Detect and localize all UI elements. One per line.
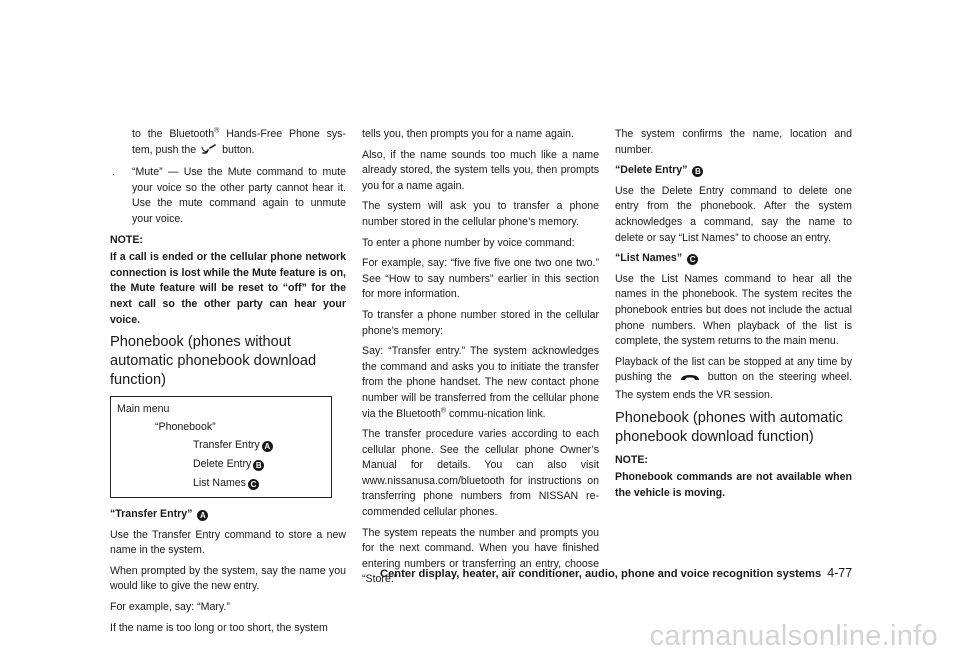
badge-a: A [262, 441, 273, 452]
col2-p3: The system will ask you to transfer a phone number stored in the cellular phone’s memory. [362, 200, 599, 228]
menu-item-list [193, 476, 325, 492]
page-number: 4-77 [827, 566, 853, 580]
col2-p2: Also, if the name sounds too much like a name already stored, the system tells you, then prompts you for a name again. [362, 148, 599, 192]
phone-talk-icon [201, 144, 217, 161]
transfer-entry-title: “Transfer Entry” [110, 508, 193, 521]
section-title-without-download: Phonebook (phones without automatic phonebook download function) [110, 334, 317, 389]
column-right [615, 127, 852, 506]
column-left [110, 127, 346, 641]
note-text: If a call is ended or the cellular phone network connection is lost while the Mute feature is on, the Mute feature will be reset to “off” for the next call so the other party can hear your voice. [110, 251, 346, 326]
col2-p4: To enter a phone number by voice command: [362, 236, 575, 249]
delete-entry-heading [615, 163, 852, 179]
intro-text-c: button. [222, 143, 255, 156]
intro-text-a: to the Bluetooth [132, 128, 215, 140]
mute-text: “Mute” — Use the Mute command to mute your voice so the other party cannot hear it. Use the mute command again to unmute your voice. [132, 166, 346, 225]
badge-c: C [687, 254, 698, 265]
section-title-with-download: Phonebook (phones with automatic phonebook download function) [615, 409, 843, 445]
col2-p1: tells you, then prompts you for a name again. [362, 128, 574, 140]
col2-p8: The transfer procedure varies according to each cellular phone. See the cellular phone Owner’s Manual for details. You can also visit www.nissanusa.com/bluetooth for instructions on transferring phone numbers from NISSAN re-commended cellular phones. [362, 428, 599, 519]
col3-p2: Use the Delete Entry command to delete one entry from the phonebook. After the system acknowledges a command, say the name to delete or say “List Names” to choose an entry. [615, 184, 852, 244]
badge-b: B [692, 166, 703, 177]
intro-text-b: Hands-Free Phone sys-tem, push the [132, 128, 346, 156]
registered-mark: ® [440, 406, 447, 414]
delete-entry-title: “Delete Entry” [615, 164, 688, 177]
transfer-p3: For example, say: “Mary.” [110, 601, 230, 614]
col2-p7 [362, 344, 599, 422]
transfer-entry-heading [110, 507, 346, 523]
list-names-title: “List Names” [615, 252, 683, 265]
menu-item-label: Transfer Entry [193, 439, 260, 452]
intro-paragraph [110, 127, 346, 160]
col3-p1: The system confirms the name, location and number. [615, 128, 852, 156]
note-label: NOTE: [110, 233, 143, 246]
menu-item-label: List Names [193, 476, 246, 489]
col2-p9: The system repeats the number and prompts you for the next command. When you have finished entering numbers or transferring an entry, choose “Store.” [362, 526, 599, 586]
page-footer [380, 566, 860, 580]
column-middle [362, 127, 599, 593]
footer-title: Center display, heater, air conditioner, audio, phone and voice recognition systems [380, 568, 822, 580]
transfer-p4: If the name is too long or too short, the system [110, 621, 328, 634]
col2-p7-b: commu-nication link. [446, 407, 546, 420]
badge-b: B [253, 460, 264, 471]
mute-bullet [110, 165, 346, 227]
badge-c: C [248, 479, 259, 490]
col3-p4-a: Playback of the list can be stopped at any time by pushing the [615, 355, 852, 384]
note-text: Phonebook commands are not available when the vehicle is moving. [615, 471, 852, 499]
col3-p4 [615, 355, 852, 404]
menu-phonebook: “Phonebook” [155, 420, 216, 433]
menu-item-delete [193, 457, 325, 473]
transfer-p1: Use the Transfer Entry command to store a new name in the system. [110, 528, 346, 557]
menu-main: Main menu [117, 403, 170, 416]
transfer-p2: When prompted by the system, say the name you would like to give the new entry. [110, 564, 346, 593]
col2-p7-a: Say: “Transfer entry.” The system acknowledges the command and asks you to initiate the transfer from the phone handset. The new contact phone number will be transferred from the cellular phone via the Bluetooth [362, 345, 599, 420]
note-label: NOTE: [615, 453, 648, 466]
col3-p4-b: button on the steering wheel. The system ends the VR session. [615, 371, 852, 401]
menu-item-label: Delete Entry [193, 457, 252, 470]
bullet-dot: . [112, 166, 115, 179]
col2-p5: For example, say: “five five five one two one two.” See “How to say numbers” earlier in this section for more information. [362, 257, 599, 301]
list-names-heading [615, 251, 852, 267]
registered-mark: ® [214, 127, 220, 135]
col2-p6: To transfer a phone number stored in the cellular phone’s memory: [362, 308, 599, 337]
watermark: carmanualsonline.info [649, 620, 938, 652]
menu-tree-box [110, 396, 332, 498]
phone-end-icon [679, 372, 701, 388]
col3-p3: Use the List Names command to hear all the names in the phonebook. The system recites the phonebook entries but does not include the actual phone numbers. When playback of the list is complete, the system returns to the main menu. [615, 272, 852, 348]
badge-a: A [197, 510, 208, 521]
menu-item-transfer [193, 438, 325, 454]
